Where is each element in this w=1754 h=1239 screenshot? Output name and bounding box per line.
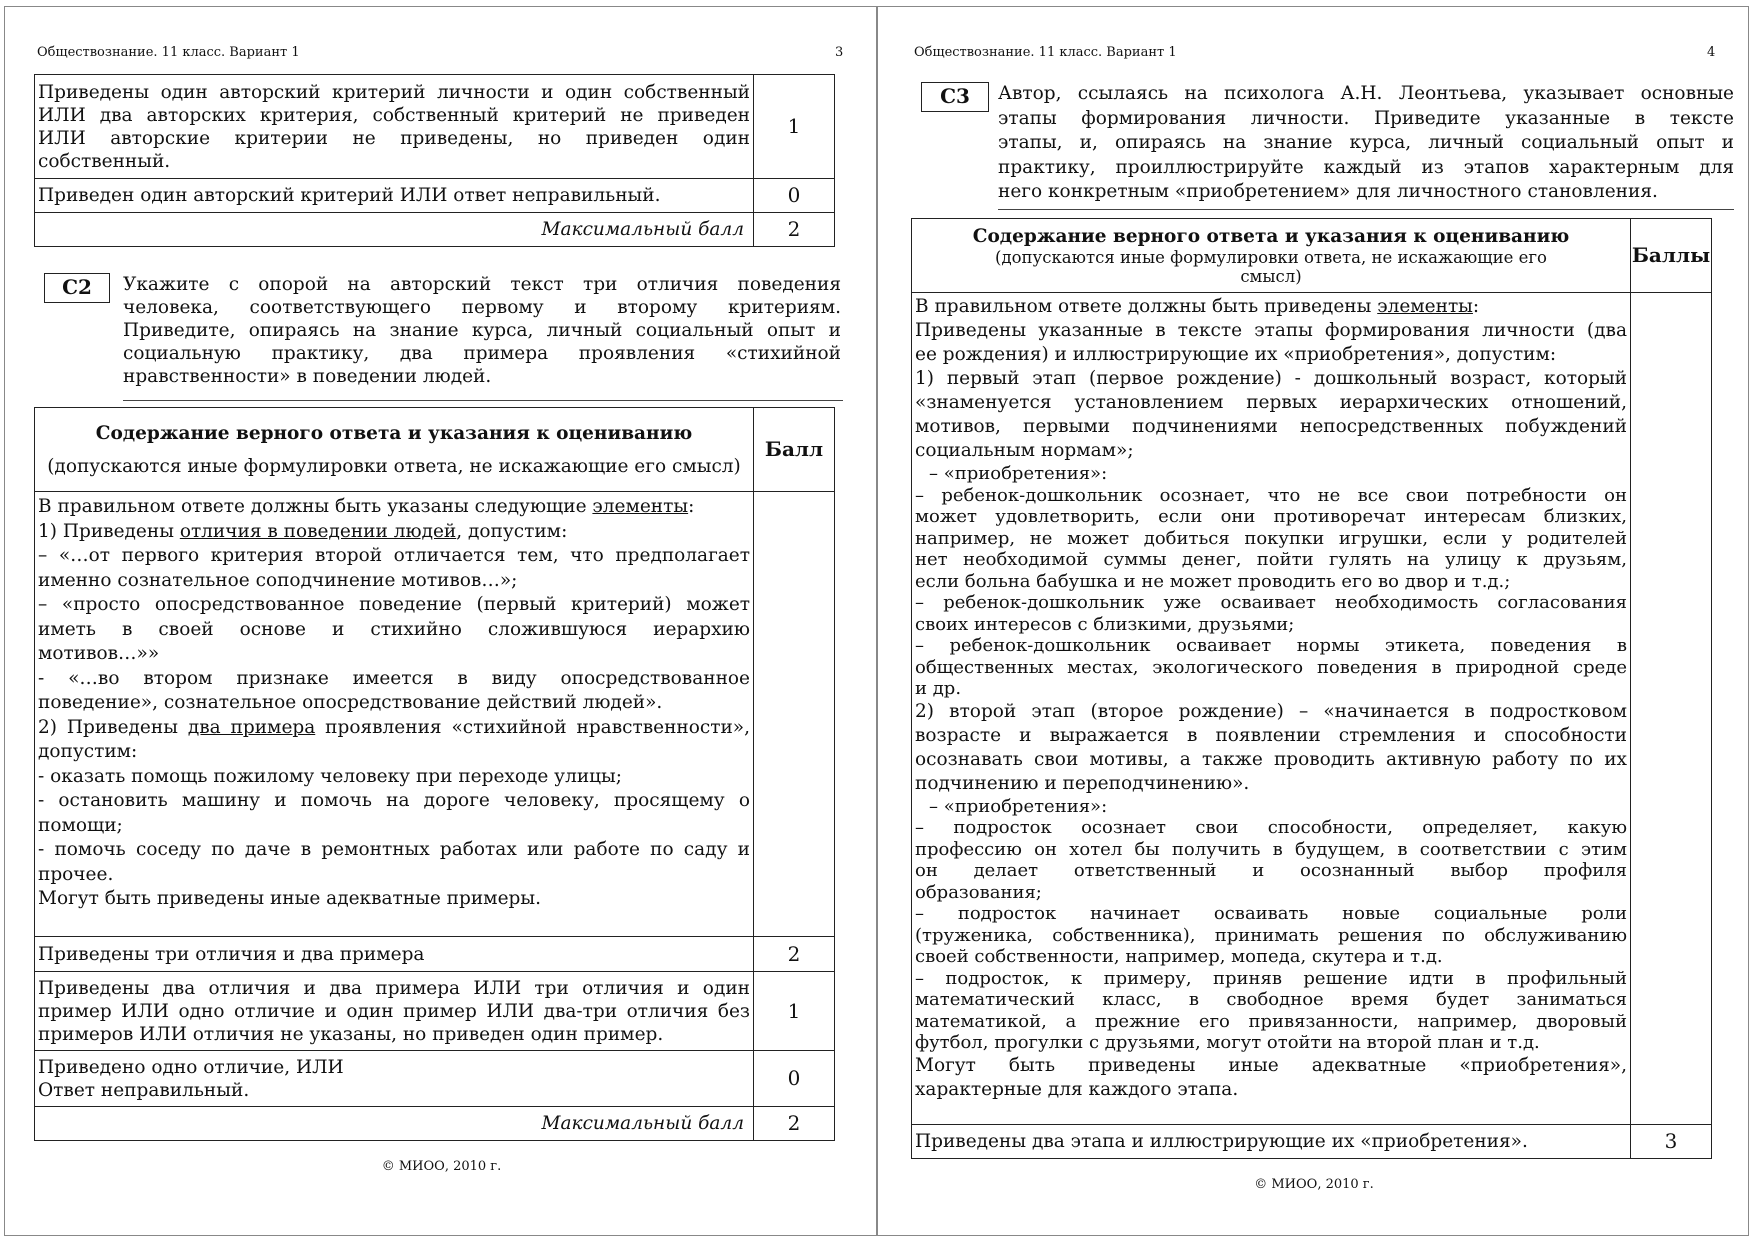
- score-cell: 1: [754, 75, 835, 179]
- criteria-text: Приведен один авторский критерий ИЛИ ответ неправильный.: [35, 179, 754, 213]
- task-code-c2: С2: [44, 273, 110, 303]
- criteria-text: Приведены три отличия и два примера: [35, 937, 754, 972]
- criteria-table-c2: [34, 407, 835, 1141]
- criteria-table-c1-tail: [34, 74, 835, 247]
- max-score-value: 2: [754, 1107, 835, 1141]
- table-header-row: [912, 219, 1712, 293]
- table-row: [35, 75, 835, 179]
- page-header: Обществознание. 11 класс. Вариант 1: [914, 45, 1177, 60]
- max-score-row: [35, 1107, 835, 1141]
- table-header-content: Содержание верного ответа и указания к оцениванию (допускаются иные формулировки ответа, не искажающие его смысл): [35, 408, 754, 492]
- divider: [123, 400, 843, 401]
- divider: [998, 209, 1734, 210]
- criteria-text: Приведены два этапа и иллюстрирующие их «приобретения».: [912, 1125, 1631, 1159]
- max-score-label: Максимальный балл: [35, 1107, 754, 1141]
- criteria-text: Приведены два отличия и два примера ИЛИ три отличия и один пример ИЛИ одно отличие и один пример ИЛИ два-три отличия без примеров ИЛИ отличия не указаны, но приведен один пример.: [35, 972, 754, 1051]
- page-footer: © МИОО, 2010 г.: [1254, 1177, 1374, 1192]
- answer-content: В правильном ответе должны быть приведены элементы: Приведены указанные в тексте этапы формирования личности (два ее рождения) и иллюстрирующие их «приобретения», допустим: 1) первый этап (первое рождение) - дошкольный возраст, который «знаменуется установлением первых иерархических отношений, мотивов, первыми подчинениями непосредственных побуждений социальным нормам»; – «приобретения»: – ребенок-дошкольник осознает, что не все свои потребности он может удовлетворить, если они противоречат интересам близких, например, не может добиться покупки игрушки, если у родителей нет необходимой суммы денег, пойти гулять на улицу к друзьям, если больна бабушка и не может проводить его во двор и т.д.; – ребенок-дошкольник уже осваивает необходимость согласования своих интересов с близкими, друзьями; – ребенок-дошкольник осваивает нормы этикета, поведения в общественных местах, экологического поведения в природной среде и др. 2) второй этап (второе рождение) – «начинается в подростковом возрасте и выражается в появлении стремления и способности осознавать свои мотивы, а также проводить активную работу по их подчинению и переподчинению». – «приобретения»: – подросток осознает свои способности, определяет, какую профессию он хотел бы получить в будущем, в соответствии с этим он делает ответственный и осознанный выбор профиля образования; – подросток начинает осваивать новые социальные роли (труженика, собственника), принимать решения по обслуживанию своей собственности, например, мопеда, скутера и т.д. – подросток, к примеру, приняв решение идти в профильный математический класс, в свободное время будет заниматься математикой, а прежние его привязанности, например, дворовый футбол, прогулки с друзьями, могут отойти на второй план и т.д. Могут быть приведены иные адекватные «приобретения», характерные для каждого этапа.: [912, 293, 1631, 1125]
- max-score-label: Максимальный балл: [35, 213, 754, 247]
- table-header-row: [35, 408, 835, 492]
- page-number: 3: [835, 45, 844, 60]
- table-row: [35, 972, 835, 1051]
- max-score-value: 2: [754, 213, 835, 247]
- task-c3-question: Автор, ссылаясь на психолога А.Н. Леонтьева, указывает основные этапы формирования личности. Приведите указанные в тексте этапы, и, опираясь на знание курса, личный социальный опыт и практику, проиллюстрируйте каждый из этапов характерным для него конкретным «приобретением» для личностного становления.: [998, 83, 1734, 202]
- score-cell: 0: [754, 1051, 835, 1107]
- criteria-text: Приведено одно отличие, ИЛИ Ответ неправильный.: [35, 1051, 754, 1107]
- table-row: [912, 293, 1712, 1125]
- table-row: [35, 937, 835, 972]
- page-number: 4: [1707, 45, 1716, 60]
- score-cell: 1: [754, 972, 835, 1051]
- answer-content: В правильном ответе должны быть указаны следующие элементы: 1) Приведены отличия в поведении людей, допустим: – «…от первого критерия второй отличается тем, что предполагает именно сознательное соподчинение мотивов…»; – «просто опосредствованное поведение (первый критерий) может иметь в своей основе и стихийно сложившуюся иерархию мотивов…»» - «…во втором признаке имеется в виду опосредствованное поведение», сознательное опосредствование действий людей». 2) Приведены два примера проявления «стихийной нравственности», допустим: - оказать помощь пожилому человеку при переходе улицы; - остановить машину и помочь на дороге человеку, просящему о помощи; - помочь соседу по даче в ремонтных работах или работе по саду и прочее. Могут быть приведены иные адекватные примеры.: [35, 492, 754, 937]
- page-4: [877, 6, 1749, 1236]
- criteria-text: Приведены один авторский критерий личности и один собственный ИЛИ два авторских критерия, собственный критерий не приведен ИЛИ авторские критерии не приведены, но приведен один собственный.: [35, 75, 754, 179]
- table-row: [35, 1051, 835, 1107]
- task-code-c3: С3: [921, 82, 989, 112]
- page-header: Обществознание. 11 класс. Вариант 1: [37, 45, 300, 60]
- score-header: Баллы: [1631, 219, 1712, 293]
- table-row: [35, 492, 835, 937]
- table-row: [912, 1125, 1712, 1159]
- task-c2-question: Укажите с опорой на авторский текст три отличия поведения человека, соответствующего первому и второму критериям. Приведите, опираясь на знание курса, личный социальный опыт и социальную практику, два примера проявления «стихийной нравственности» в поведении людей.: [123, 274, 841, 387]
- score-cell: 0: [754, 179, 835, 213]
- score-cell: 2: [754, 937, 835, 972]
- criteria-table-c3: [911, 218, 1712, 1159]
- page-3: [4, 6, 877, 1236]
- score-header: Балл: [754, 408, 835, 492]
- table-header-content: Содержание верного ответа и указания к оцениванию (допускаются иные формулировки ответа, не искажающие его смысл): [912, 219, 1631, 293]
- table-row: [35, 179, 835, 213]
- page-footer: © МИОО, 2010 г.: [381, 1159, 502, 1174]
- max-score-row: [35, 213, 835, 247]
- score-cell: 3: [1631, 1125, 1712, 1159]
